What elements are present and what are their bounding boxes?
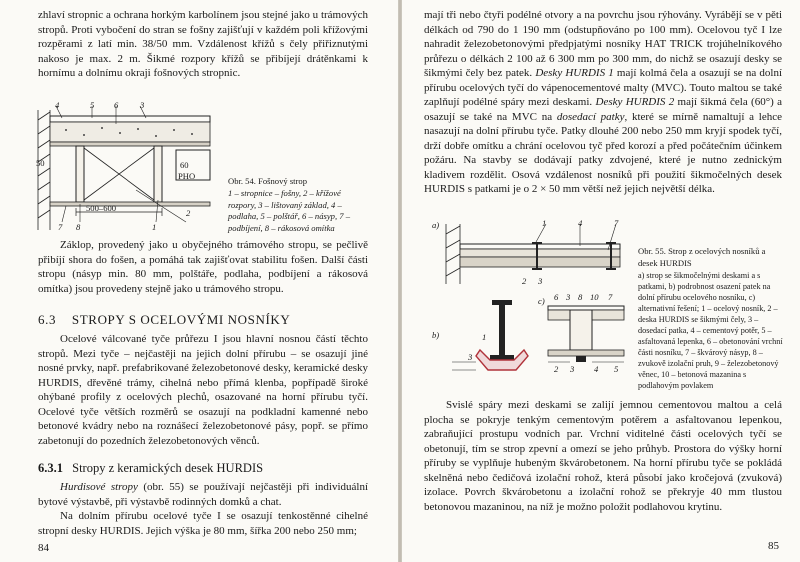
fig54-dim-width: 500–600 [86,203,117,213]
right-p1-c: mají šikmá čela (60°) a osazují se také na MVC na [424,96,782,123]
right-paragraph-2: Svislé spáry mezi deskami se zalijí jemnou cementovou maltou a celá plocha se pokryje tenkým cementovým potěrem a asfaltovanou lepenkou, zabraňující prostupu vodních par. Vrchní viditelné části ocelových tyčí se obetonují, tím se strop zpevní a omezí se jeho průhyb. Prostora do výšky horní příruby se vyplňuje hubeným škvárobetonem. Na horní přírubu tyče se pokládá skelněná nebo čedičová izolační rohož, která působí jako kročejová (zvuková) izolace. Povrch škvárobetonu a izolační rohož se překryje 40 mm tlustou betonovou mazaninou, na níž je možno položit podlahovou krytinu. [424,399,782,513]
fig55-num-a-1: 1 [542,218,547,228]
fig55-num-a-2: 2 [522,276,527,286]
fig55-num-a-4: 4 [578,218,583,228]
fig55-caption-body: a) strop se šikmočelnými deskami a s patkami, b) podrobnost osazení patek na dolní přírubu ocelového nosníku, c) alternativní řešení; 1 – ocelový nosník, 2 – deska HURDIS se šikmými čely, 3 – dosedací patka, 4 – cementový potěr, 5 – asfaltovaná lepenka, 6 – obetonování vrchní části nosníku, 7 – škvárový násyp, 8 – zvukově izolační pruh, 9 – železobetonový věnec, 10 – betonová mazanina s podlahovým povlakem [638,271,783,390]
subsection-title: Stropy z keramických desek HURDIS [72,461,264,475]
fig55-num-c-5: 5 [614,364,619,374]
fig55-label-a: a) [432,220,440,230]
paragraph-5: Na dolním přírubu ocelové tyče I se osazují tenkostěnné cihelné stropní desky HURDIS. Jejich výška je 80 mm, šířka 200 nebo 250 mm; [38,510,368,537]
page-number-left: 84 [38,542,49,554]
fig54-label-bottom-4: 2 [186,208,191,218]
right-p1-italic-2: Desky HURDIS 2 [595,96,675,108]
paragraph-4 [38,480,368,509]
left-page [0,0,398,562]
fig55-caption-title: Obr. 55. Strop z ocelových nosníků a desek HURDIS [638,246,766,268]
figure-55-drawing [428,220,628,388]
section-heading [38,312,290,328]
fig54-label-bottom-2: 8 [76,222,81,232]
section-number: 6.3 [38,312,57,327]
right-page [402,0,800,562]
right-p1-d: , které se mírně namaltují a lehce nasazují na dolní přírubu tyče. Patky dlouhé 200 nebo 250 mm kryjí spodek tyčí, drží dobře omítku a chrání ocelovou tyč před korozí a před počátečním účinkem požáru. Na stavby se dodávají patky zdvojené, které je nutno zednickým kladivem rozdělit. Osová vzdálenost nosníků při použití šikmočelných desek HURDIS s patkami je o 2 × 50 mm větší než jejich největší délka. [424,110,782,195]
paragraph-4-italic: Hurdisové stropy [60,481,138,493]
fig55-num-a-3: 3 [538,276,543,286]
paragraph-3: Ocelové válcované tyče průřezu I jsou hlavní nosnou částí těchto stropů. Mezi tyče – nejčastěji na jejich dolní přírubu – se osazují jiné nosné prvky, např. prefabrikované železobetonové desky, keramické desky HURDIS, dřevěné trámy, cihelná nebo přímá klenba, popřípadě široké ohýbané profily z ocelových plechů, osazované na horní přírubu tyčí. Ocelové tyče větších rozměrů se osazují na podkladní kamenné nebo betonové kvádry nebo na roznášecí železobetonové pásy, popř. se přímo zabetonují do pozedních železobetonových věnců. [38,333,368,447]
paragraph-4-text: (obr. 55) se používají nejčastěji při individuální bytové výstavbě, při výstavbě rodinných domků a chat. [38,481,368,508]
section-title: STROPY S OCELOVÝMI NOSNÍKY [71,312,291,327]
right-p1-a: mají tři nebo čtyři podélné otvory a na povrchu jsou rýhovány. Vyrábějí se v pěti délkách od 790 do 1 190 mm (odstupňováno po 100 mm). Ocelovou tyč I lze nahradit železobetonovými předpjatými nosníky HAT TRICK trojúhelníkového průřezu o délkách 2 100 až 6 300 mm po 300 mm, do nichž se osazují desky se šikmými čely bez patek. [424,9,782,79]
right-p1-italic-1: Desky HURDIS 1 [535,67,614,79]
fig55-num-c-3b: 3 [570,364,575,374]
right-p1-italic-3: dosedací patky [556,110,625,123]
page-number-right: 85 [768,540,779,552]
intro-paragraph: zhlaví stropnic a ochrana horkým karbolínem jsou stejné jako u trámových stropů. Proti vybočení do stran se fošny zajišťují v každém poli křížovými rozpěrami z latí min. 38/50 mm. Vzdálenost křížů s čely přiřiznutými nakoso je max. 2 m. Šikmé rozpory křížů se přibíjejí drátěnkami k hornímu a dolnímu okraji fošnových stropnic. [38,9,368,79]
fig54-label-top-4: 3 [140,100,145,110]
fig54-label-top-3: 6 [114,100,119,110]
paragraph-2: Záklop, provedený jako u obyčejného trámového stropu, se pečlivě přibíjí shora do fošen, a pomáhá tak zajišťovat stabilitu fošen. Další části stropu (násyp min. 80 mm, polštáře, podlaha, podbíjení a rákosová omítka) jsou provedeny stejně jako u trámového stropu. [38,239,368,295]
fig55-label-c: c) [538,296,545,306]
fig54-plank-label: 60 [180,160,189,170]
fig54-label-bottom-3: 1 [152,222,157,232]
right-p1-b: mají kolmá čela a osazují se na dolní přírubu ocelových tyčí do vápenocementové malty (MVC). Touto maltou se také zaplňují podélné spáry mezi deskami. [424,67,782,108]
fig55-num-a-7: 7 [614,218,619,228]
fig54-plank-label-2: PHO [178,171,196,181]
fig54-label-top-2: 5 [90,100,95,110]
fig54-dim-height: 50 [36,158,45,168]
right-paragraph-1 [424,8,782,197]
fig55-num-c-8: 8 [578,292,583,302]
fig54-caption-title: Obr. 54. Fošnový strop [228,176,308,186]
fig55-num-c-7: 7 [608,292,613,302]
fig55-num-c-3: 3 [566,292,571,302]
fig54-caption-body: 1 – stropnice – fošny, 2 – křížové rozpory, 3 – lištovaný základ, 4 – podlaha, 5 – polštář, 6 – násyp, 7 – podbíjení, 8 – rákosová omítka [228,188,350,233]
subsection-heading [38,461,263,476]
subsection-number: 6.3.1 [38,461,63,475]
fig55-label-b: b) [432,330,440,340]
fig55-num-c-10: 10 [590,292,599,302]
fig55-num-c-2: 2 [554,364,559,374]
fig55-num-b-1: 1 [482,332,487,342]
fig55-num-b-3: 3 [468,352,473,362]
fig55-num-c-6: 6 [554,292,559,302]
fig54-label-bottom-1: 7 [58,222,63,232]
fig54-label-top-1: 4 [55,100,60,110]
fig55-num-c-4: 4 [594,364,599,374]
